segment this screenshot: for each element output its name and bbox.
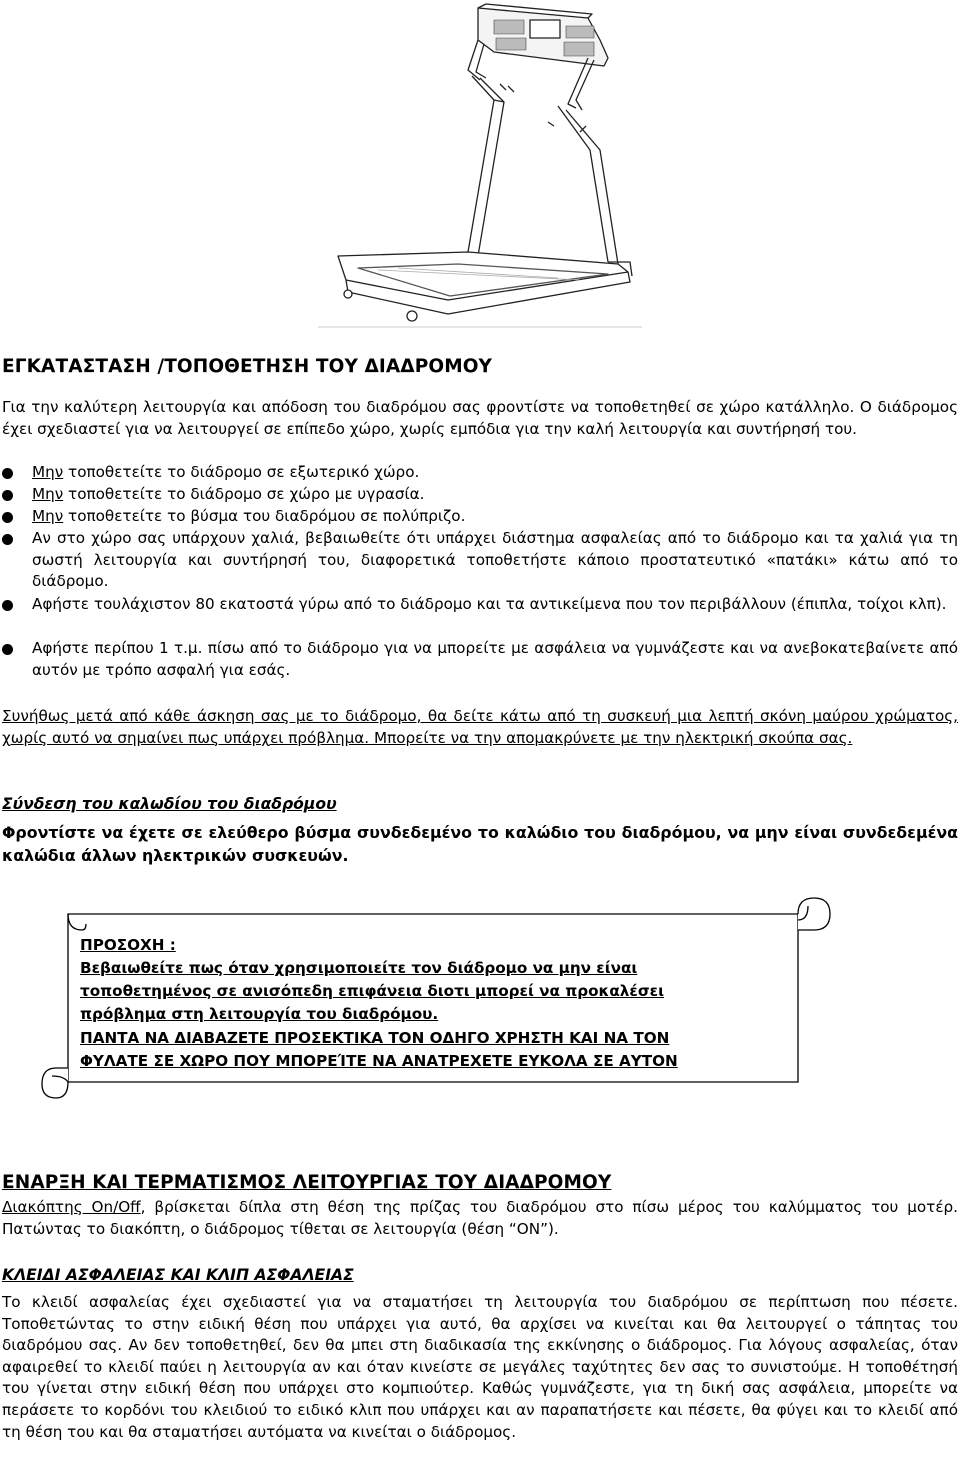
bullet-item: Αν στο χώρο σας υπάρχουν χαλιά, βεβαιωθείτε ότι υπάρχει διάστημα ασφαλείας από το διάδρομο και τα χαλιά για τη σωστή λειτουργία και συντήρησή του, διαφορετικά τοποθετήστε κάποιο προστατευτικό «πατάκι» κάτω από το διάδρομο. <box>2 528 958 593</box>
cable-heading: Σύνδεση του καλωδίου του διαδρόμου <box>2 795 337 813</box>
warning-line: ΦΥΛΑΤΕ ΣΕ ΧΩΡΟ ΠΟΥ ΜΠΟΡΕΊΤΕ ΝΑ ΑΝΑΤΡΕΧΕΤΕ ΕΥΚΟΛΑ ΣΕ ΑΥΤΟΝ <box>80 1052 678 1070</box>
bullet-item: Αφήστε τουλάχιστον 80 εκατοστά γύρω από το διάδρομο και τα αντικείμενα που τον περιβάλλουν (έπιπλα, τοίχοι κλπ). <box>2 594 958 616</box>
warning-line: ΠΑΝΤΑ ΝΑ ΔΙΑΒΑΖΕΤΕ ΠΡΟΣΕΚΤΙΚΑ ΤΟΝ ΟΔΗΓΟ ΧΡΗΣΤΗ ΚΑΙ ΝΑ ΤΟΝ <box>80 1029 670 1047</box>
bullet-item: Μην τοποθετείτε το διάδρομο σε χώρο με υγρασία. <box>2 484 958 506</box>
cable-text: Φροντίστε να έχετε σε ελεύθερο βύσμα συνδεδεμένο το καλώδιο του διαδρόμου, να μην είναι συνδεδεμένα καλώδια άλλων ηλεκτρικών συσκευών. <box>2 823 958 865</box>
bullet-icon <box>2 468 13 479</box>
safety-key-text: Το κλειδί ασφαλείας έχει σχεδιαστεί για να σταματήσει τη λειτουργία του διαδρόμου σε περίπτωση που πέσετε. Τοποθετώντας το στην ειδική θέση που υπάρχει για αυτό, θα αρχίσει να κινείται και θα λειτουργεί ο τάπητας του διαδρόμου σας. Αν δεν τοποθετηθεί, δεν θα μπει στη διαδικασία της εκκίνησης ο διάδρομος. Για λόγους ασφαλείας, όταν αφαιρεθεί το κλειδί παύει η λειτουργία αν και όταν κινείστε σε μεγάλες ταχύτητες δεν σας το συνιστούμε. Η τοποθέτησή του γίνεται στην ειδική θέση που υπάρχει στο κομπιούτερ. Καθώς γυμνάζεστε, για τη δική σας ασφάλεια, μπορείτε να περάσετε το κορδόνι του κλειδιού το ειδικό κλιπ που υπάρχει και αν παραπατήσετε και πέσετε, θα φύγει και το κλειδί από τη θέση του και θα σταματήσει αυτόματα να κινείται ο διάδρομος. <box>2 1293 958 1441</box>
bullet-icon <box>2 490 13 501</box>
dust-note: Συνήθως μετά από κάθε άσκηση σας με το διάδρομο, θα δείτε κάτω από τη συσκευή μια λεπτή σκόνη μαύρου χρώματος, χωρίς αυτό να σημαίνει πως υπάρχει πρόβλημα. Μπορείτε να την απομακρύνετε με την ηλεκτρική σκούπα σας. <box>2 707 958 747</box>
section-title-start-stop: ΕΝΑΡΞΗ ΚΑΙ ΤΕΡΜΑΤΙΣΜΟΣ ΛΕΙΤΟΥΡΓΙΑΣ ΤΟΥ ΔΙΑΔΡΟΜΟΥ <box>2 1172 612 1193</box>
warning-line: Βεβαιωθείτε πως όταν χρησιμοποιείτε τον διάδρομο να μην είναι <box>80 959 638 977</box>
warning-line: τοποθετημένος σε ανισόπεδη επιφάνεια διοτι μπορεί να προκαλέσει <box>80 982 665 1000</box>
treadmill-illustration <box>318 0 642 330</box>
bullet-item: Αφήστε περίπου 1 τ.μ. πίσω από το διάδρομο για να μπορείτε με ασφάλεια να γυμνάζεστε και να ανεβοκατεβαίνετε από αυτόν με τρόπο ασφαλή για εσάς. <box>2 638 958 681</box>
bullet-icon <box>2 534 13 545</box>
bullet-icon <box>2 512 13 523</box>
switch-paragraph: Διακόπτης On/Off, βρίσκεται δίπλα στη θέση της πρίζας του διαδρόμου στο πίσω μέρος του καλύμματος του μοτέρ. Πατώντας το διακόπτη, ο διάδρομος τίθεται σε λειτουργία (θέση “ON”). <box>2 1198 958 1238</box>
warning-label: ΠΡΟΣΟΧΗ : <box>80 936 176 954</box>
section-title-installation: ΕΓΚΑΤΑΣΤΑΣΗ /ΤΟΠΟΘΕΤΗΣΗ ΤΟΥ ΔΙΑΔΡΟΜΟΥ <box>2 356 493 377</box>
bullet-item: Μην τοποθετείτε το διάδρομο σε εξωτερικό χώρο. <box>2 462 958 484</box>
bullet-item: Μην τοποθετείτε το βύσμα του διαδρόμου σε πολύπριζο. <box>2 506 958 528</box>
warning-line: πρόβλημα στη λειτουργία του διαδρόμου. <box>80 1005 439 1023</box>
installation-intro: Για την καλύτερη λειτουργία και απόδοση του διαδρόμου σας φροντίστε να τοποθετηθεί σε χώρο κατάλληλο. Ο διάδρομος έχει σχεδιαστεί για να λειτουργεί σε επίπεδο χώρο, χωρίς εμπόδια για την καλή λειτουργία και συντήρησή του. <box>2 398 958 438</box>
switch-label: Διακόπτης On/Off <box>2 1198 141 1216</box>
safety-key-heading: ΚΛΕΙΔΙ ΑΣΦΑΛΕΙΑΣ ΚΑΙ ΚΛΙΠ ΑΣΦΑΛΕΙΑΣ <box>2 1266 354 1284</box>
bullet-icon <box>2 644 13 655</box>
bullet-icon <box>2 600 13 611</box>
